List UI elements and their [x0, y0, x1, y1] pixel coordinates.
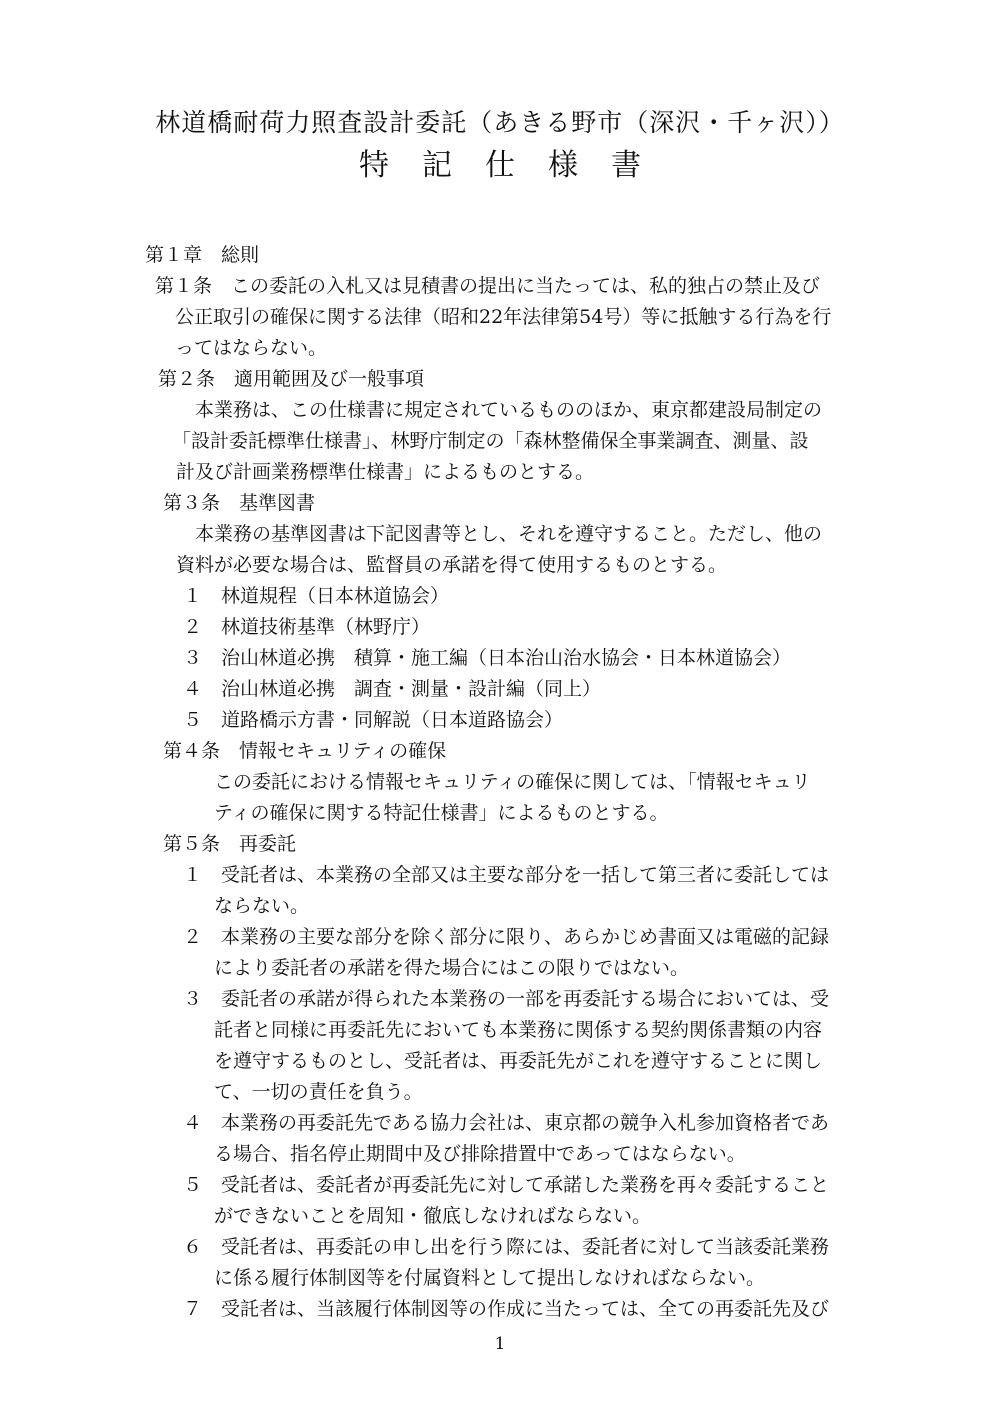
document-title: 林道橋耐荷力照査設計委託（あきる野市（深沢・千ヶ沢））	[155, 108, 845, 137]
reference-item-1: １ 林道規程（日本林道協会）	[183, 585, 450, 607]
article-5-item-4-line-2: る場合、指名停止期間中及び排除措置中であってはならない。	[214, 1143, 746, 1165]
article-5-item-1-line-1: １ 受託者は、本業務の全部又は主要な部分を一括して第三者に委託しては	[183, 864, 830, 886]
article-1-line-2: 公正取引の確保に関する法律（昭和22年法律第54号）等に抵触する行為を行	[175, 306, 832, 328]
article-5-item-4-line-1: ４ 本業務の再委託先である協力会社は、東京都の競争入札参加資格者であ	[183, 1112, 830, 1134]
article-2-line-2: 「設計委託標準仕様書」、林野庁制定の「森林整備保全事業調査、測量、設	[172, 430, 809, 452]
article-3-line-2: 資料が必要な場合は、監督員の承諾を得て使用するものとする。	[176, 554, 728, 576]
reference-item-2: ２ 林道技術基準（林野庁）	[183, 616, 431, 638]
reference-item-3: ３ 治山林道必携 積算・施工編（日本治山治水協会・日本林道協会）	[183, 647, 792, 669]
article-5-item-2-line-1: ２ 本業務の主要な部分を除く部分に限り、あらかじめ書面又は電磁的記録	[183, 926, 830, 948]
article-2-line-3: 計及び計画業務標準仕様書」によるものとする。	[176, 461, 595, 483]
page-number: 1	[494, 1334, 506, 1354]
article-2-heading: 第２条 適用範囲及び一般事項	[158, 368, 425, 390]
article-5-item-5-line-1: ５ 受託者は、委託者が再委託先に対して承諾した業務を再々委託すること	[183, 1174, 830, 1196]
document-subtitle: 特記仕様書	[359, 148, 674, 183]
reference-item-5: ５ 道路橋示方書・同解説（日本道路協会）	[183, 709, 564, 731]
article-5-item-3-line-4: て、一切の責任を負う。	[214, 1081, 423, 1103]
article-5-item-7-line-1: ７ 受託者は、当該履行体制図等の作成に当たっては、全ての再委託先及び	[183, 1298, 830, 1320]
chapter-heading: 第１章 総則	[145, 244, 260, 266]
article-5-item-6-line-1: ６ 受託者は、再委託の申し出を行う際には、委託者に対して当該委託業務	[183, 1236, 830, 1258]
article-5-item-6-line-2: に係る履行体制図等を付属資料として提出しなければならない。	[214, 1267, 766, 1289]
article-2-line-1: 本業務は、この仕様書に規定されているもののほか、東京都建設局制定の	[195, 399, 823, 421]
article-3-heading: 第３条 基準図書	[163, 492, 316, 514]
article-4-heading: 第４条 情報セキュリティの確保	[163, 740, 447, 762]
article-5-item-3-line-2: 託者と同様に再委託先においても本業務に関係する契約関係書類の内容	[214, 1019, 823, 1041]
article-5-item-3-line-3: を遵守するものとし、受託者は、再委託先がこれを遵守することに関し	[214, 1050, 823, 1072]
article-1-line-1: 第１条 この委託の入札又は見積書の提出に当たっては、私的独占の禁止及び	[155, 275, 821, 297]
article-5-item-1-line-2: ならない。	[214, 895, 310, 917]
article-5-heading: 第５条 再委託	[163, 833, 297, 855]
article-5-item-3-line-1: ３ 委託者の承諾が得られた本業務の一部を再委託する場合においては、受	[183, 988, 830, 1010]
article-4-line-1: この委託における情報セキュリティの確保に関しては、「情報セキュリ	[214, 771, 811, 793]
article-3-line-1: 本業務の基準図書は下記図書等とし、それを遵守すること。ただし、他の	[195, 523, 823, 545]
article-1-line-3: ってはならない。	[175, 337, 328, 359]
article-4-line-2: ティの確保に関する特記仕様書」によるものとする。	[214, 802, 669, 824]
reference-item-4: ４ 治山林道必携 調査・測量・設計編（同上）	[183, 678, 602, 700]
article-5-item-2-line-2: により委託者の承諾を得た場合にはこの限りではない。	[214, 957, 690, 979]
article-5-item-5-line-2: ができないことを周知・徹底しなければならない。	[214, 1205, 652, 1227]
